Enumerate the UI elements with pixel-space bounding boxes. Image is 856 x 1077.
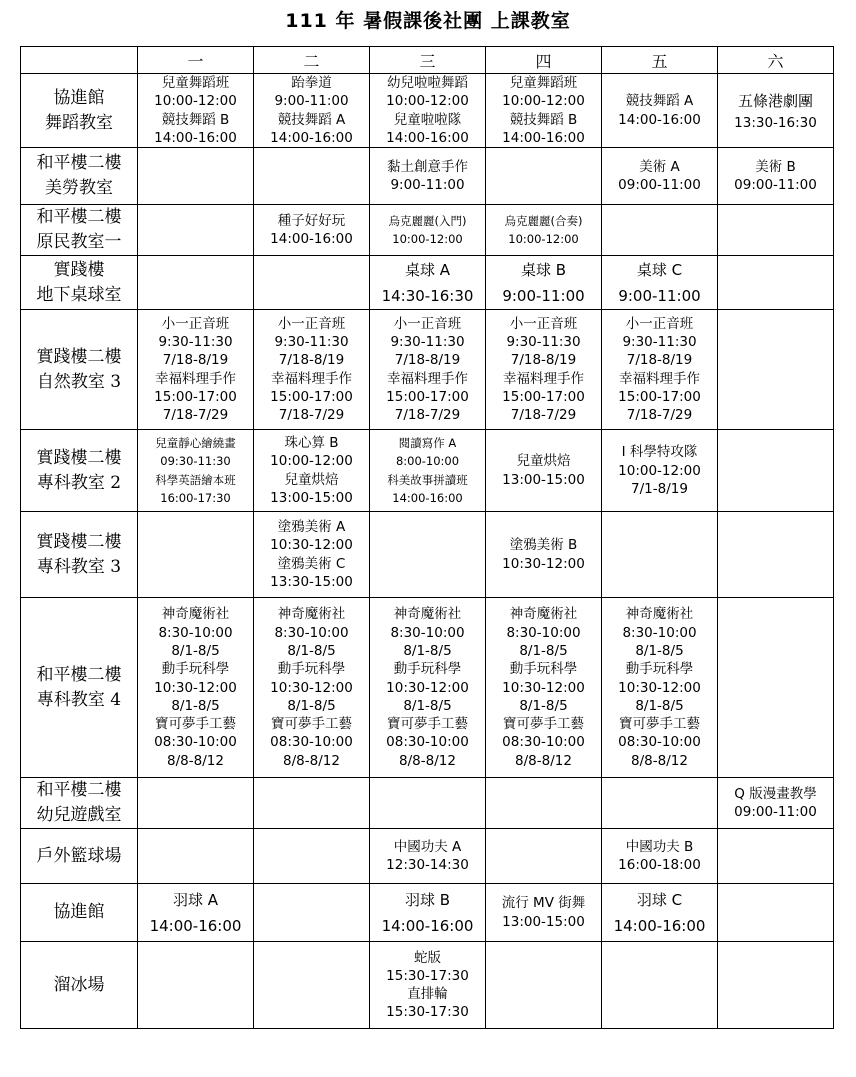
- cell-line: 中國功夫 B: [625, 838, 694, 855]
- schedule-cell: [370, 310, 486, 430]
- cell-line: 15:30-17:30: [386, 1004, 469, 1021]
- schedule-cell: [138, 310, 254, 430]
- table-row: [21, 430, 834, 512]
- day-header: 三: [370, 47, 486, 74]
- cell-line: 09:00-11:00: [734, 804, 817, 821]
- cell-line: 12:30-14:30: [386, 857, 469, 874]
- cell-line: 14:00-16:00: [149, 916, 242, 935]
- cell-line: 桌球 C: [636, 260, 683, 279]
- schedule-cell: [602, 778, 718, 829]
- room-label: 實踐樓二樓 自然教室 3: [21, 310, 138, 430]
- cell-line: 8:30-10:00: [390, 624, 465, 641]
- schedule-cell: [370, 942, 486, 1029]
- schedule-cell: [602, 310, 718, 430]
- schedule-cell: [486, 512, 602, 598]
- cell-line: 兒童靜心繪繞畫: [155, 436, 236, 451]
- day-header: 五: [602, 47, 718, 74]
- schedule-cell: [718, 598, 834, 778]
- schedule-cell: [602, 598, 718, 778]
- cell-line: 兒童烘焙: [516, 453, 571, 470]
- table-row: [21, 256, 834, 310]
- corner-cell: [21, 47, 138, 74]
- schedule-cell: [486, 942, 602, 1029]
- cell-line: 10:30-12:00: [270, 679, 353, 696]
- cell-line: 幸福料理手作: [271, 370, 352, 387]
- cell-line: 科學英語繪本班: [155, 472, 236, 487]
- cell-line: 兒童舞蹈班: [161, 75, 230, 91]
- cell-line: 10:00-12:00: [386, 93, 469, 110]
- cell-line: 09:30-11:30: [160, 454, 231, 469]
- schedule-cell: [602, 884, 718, 942]
- day-header: 一: [138, 47, 254, 74]
- schedule-cell: [370, 598, 486, 778]
- schedule-cell: [138, 884, 254, 942]
- cell-line: 8/8-8/12: [167, 752, 224, 769]
- cell-line: 動手玩科學: [509, 661, 578, 678]
- cell-line: 9:30-11:30: [622, 334, 697, 351]
- schedule-cell: [370, 430, 486, 512]
- cell-line: 08:30-10:00: [386, 734, 469, 751]
- cell-line: 羽球 C: [636, 890, 683, 909]
- schedule-cell: [486, 148, 602, 205]
- schedule-cell: [138, 148, 254, 205]
- schedule-cell: [718, 512, 834, 598]
- table-row: [21, 778, 834, 829]
- schedule-cell: [718, 829, 834, 884]
- cell-line: 競技舞蹈 A: [625, 93, 694, 110]
- table-row: [21, 598, 834, 778]
- cell-line: 14:00-16:00: [381, 916, 474, 935]
- cell-line: 寶可夢手工藝: [503, 716, 584, 733]
- schedule-cell: [486, 430, 602, 512]
- cell-line: 美術 B: [755, 158, 796, 175]
- schedule-cell: [486, 884, 602, 942]
- schedule-cell: [718, 148, 834, 205]
- schedule-cell: [718, 256, 834, 310]
- table-row: [21, 74, 834, 148]
- cell-line: 14:30-16:30: [381, 286, 474, 305]
- cell-line: 幸福料理手作: [619, 370, 700, 387]
- schedule-cell: [370, 148, 486, 205]
- schedule-cell: [254, 598, 370, 778]
- cell-line: 桌球 B: [520, 260, 567, 279]
- room-label: 實踐樓 地下桌球室: [21, 256, 138, 310]
- cell-line: 9:30-11:30: [158, 334, 233, 351]
- cell-line: 8/1-8/5: [287, 697, 336, 714]
- schedule-cell: [486, 205, 602, 256]
- schedule-cell: [370, 512, 486, 598]
- cell-line: 15:00-17:00: [618, 388, 701, 405]
- schedule-cell: [254, 205, 370, 256]
- cell-line: 7/18-8/19: [394, 352, 461, 369]
- cell-line: 7/18-7/29: [278, 407, 345, 424]
- cell-line: 15:00-17:00: [386, 388, 469, 405]
- cell-line: 10:30-12:00: [386, 679, 469, 696]
- cell-line: 8:00-10:00: [395, 454, 460, 469]
- cell-line: 烏克麗麗(合奏): [504, 213, 583, 228]
- cell-line: 競技舞蹈 A: [277, 111, 346, 128]
- schedule-cell: [718, 430, 834, 512]
- schedule-cell: [138, 829, 254, 884]
- room-label: 溜冰場: [21, 942, 138, 1029]
- schedule-cell: [138, 256, 254, 310]
- room-label: 實踐樓二樓 專科教室 3: [21, 512, 138, 598]
- schedule-cell: [138, 512, 254, 598]
- cell-line: 14:00-16:00: [386, 129, 469, 146]
- cell-line: 8/8-8/12: [631, 752, 688, 769]
- schedule-cell: [254, 884, 370, 942]
- cell-line: 09:00-11:00: [734, 177, 817, 194]
- cell-line: 小一正音班: [161, 315, 230, 332]
- cell-line: 8/1-8/5: [403, 642, 452, 659]
- cell-line: 幸福料理手作: [155, 370, 236, 387]
- room-label: 協進館 舞蹈教室: [21, 74, 138, 148]
- schedule-cell: [718, 205, 834, 256]
- schedule-cell: [602, 942, 718, 1029]
- cell-line: 8/8-8/12: [399, 752, 456, 769]
- cell-line: 跆拳道: [291, 75, 332, 91]
- cell-line: 幸福料理手作: [503, 370, 584, 387]
- cell-line: 14:00-16:00: [154, 129, 237, 146]
- cell-line: 羽球 A: [172, 890, 219, 909]
- schedule-cell: [138, 598, 254, 778]
- cell-line: 14:00-16:00: [392, 490, 463, 505]
- schedule-table: [20, 46, 834, 1029]
- schedule-cell: [718, 884, 834, 942]
- schedule-cell: [254, 430, 370, 512]
- cell-line: 黏土創意手作: [387, 158, 468, 175]
- schedule-cell: [370, 778, 486, 829]
- page-title: 111 年 暑假課後社團 上課教室: [285, 10, 571, 32]
- cell-line: 14:00-16:00: [270, 231, 353, 248]
- cell-line: 羽球 B: [404, 890, 451, 909]
- cell-line: 8:30-10:00: [506, 624, 581, 641]
- cell-line: 神奇魔術社: [393, 606, 462, 623]
- cell-line: 神奇魔術社: [509, 606, 578, 623]
- room-label: 和平樓二樓 美勞教室: [21, 148, 138, 205]
- cell-line: 10:00-12:00: [502, 93, 585, 110]
- cell-line: 8/1-8/5: [171, 697, 220, 714]
- cell-line: 神奇魔術社: [161, 606, 230, 623]
- cell-line: 競技舞蹈 B: [161, 111, 230, 128]
- table-row: [21, 512, 834, 598]
- table-row: [21, 884, 834, 942]
- cell-line: 小一正音班: [277, 315, 346, 332]
- schedule-cell: [486, 778, 602, 829]
- cell-line: 小一正音班: [509, 315, 578, 332]
- cell-line: 幸福料理手作: [387, 370, 468, 387]
- cell-line: 10:00-12:00: [270, 453, 353, 470]
- schedule-cell: [602, 829, 718, 884]
- cell-line: 兒童舞蹈班: [509, 75, 578, 91]
- cell-line: 08:30-10:00: [154, 734, 237, 751]
- cell-line: 神奇魔術社: [625, 606, 694, 623]
- cell-line: 8/8-8/12: [283, 752, 340, 769]
- cell-line: 14:00-16:00: [502, 129, 585, 146]
- cell-line: 動手玩科學: [277, 661, 346, 678]
- cell-line: 閱讀寫作 A: [398, 436, 457, 451]
- table-row: [21, 310, 834, 430]
- cell-line: 14:00-16:00: [618, 111, 701, 128]
- schedule-cell: [254, 512, 370, 598]
- table-row: [21, 942, 834, 1029]
- cell-line: 13:00-15:00: [502, 471, 585, 488]
- cell-line: 塗鴉美術 B: [509, 537, 578, 554]
- room-label: 和平樓二樓 幼兒遊戲室: [21, 778, 138, 829]
- table-row: [21, 829, 834, 884]
- cell-line: 桌球 A: [404, 260, 451, 279]
- day-header-row: [21, 47, 834, 74]
- cell-line: 8:30-10:00: [622, 624, 697, 641]
- schedule-cell: [370, 884, 486, 942]
- cell-line: 15:00-17:00: [502, 388, 585, 405]
- cell-line: 7/18-8/19: [626, 352, 693, 369]
- cell-line: I 科學特攻隊: [621, 444, 698, 461]
- cell-line: 8/1-8/5: [519, 642, 568, 659]
- cell-line: 7/18-7/29: [162, 407, 229, 424]
- cell-line: 10:00-12:00: [618, 462, 701, 479]
- table-row: [21, 148, 834, 205]
- cell-line: 寶可夢手工藝: [155, 716, 236, 733]
- cell-line: 7/18-7/29: [510, 407, 577, 424]
- cell-line: 10:00-12:00: [154, 93, 237, 110]
- room-label: 協進館: [21, 884, 138, 942]
- cell-line: 09:00-11:00: [618, 177, 701, 194]
- schedule-cell: [602, 205, 718, 256]
- cell-line: 小一正音班: [393, 315, 462, 332]
- cell-line: 塗鴉美術 A: [277, 519, 346, 536]
- schedule-cell: [138, 778, 254, 829]
- cell-line: 10:30-12:00: [270, 537, 353, 554]
- cell-line: 9:00-11:00: [274, 93, 349, 110]
- schedule-cell: [718, 74, 834, 148]
- cell-line: 小一正音班: [625, 315, 694, 332]
- room-label: 和平樓二樓 專科教室 4: [21, 598, 138, 778]
- schedule-cell: [254, 256, 370, 310]
- cell-line: 塗鴉美術 C: [277, 555, 346, 572]
- cell-line: 直排輪: [407, 986, 448, 1003]
- cell-line: 7/18-8/19: [162, 352, 229, 369]
- cell-line: 8/1-8/5: [287, 642, 336, 659]
- cell-line: 9:00-11:00: [502, 286, 585, 305]
- cell-line: 9:30-11:30: [274, 334, 349, 351]
- cell-line: 8/1-8/5: [635, 642, 684, 659]
- schedule-cell: [486, 74, 602, 148]
- schedule-cell: [254, 148, 370, 205]
- day-header: 六: [718, 47, 834, 74]
- schedule-cell: [486, 256, 602, 310]
- room-label: 實踐樓二樓 專科教室 2: [21, 430, 138, 512]
- schedule-cell: [718, 942, 834, 1029]
- schedule-body: [21, 74, 834, 1029]
- schedule-cell: [718, 310, 834, 430]
- cell-line: 9:30-11:30: [390, 334, 465, 351]
- cell-line: 動手玩科學: [161, 661, 230, 678]
- cell-line: 珠心算 B: [284, 435, 339, 452]
- cell-line: 7/18-7/29: [394, 407, 461, 424]
- schedule-cell: [486, 598, 602, 778]
- cell-line: 8/1-8/5: [519, 697, 568, 714]
- cell-line: 15:30-17:30: [386, 967, 469, 984]
- cell-line: 7/18-8/19: [510, 352, 577, 369]
- schedule-cell: [602, 512, 718, 598]
- schedule-cell: [486, 310, 602, 430]
- cell-line: 種子好好玩: [277, 212, 346, 229]
- cell-line: 動手玩科學: [625, 661, 694, 678]
- schedule-cell: [602, 74, 718, 148]
- cell-line: 動手玩科學: [393, 661, 462, 678]
- cell-line: 神奇魔術社: [277, 606, 346, 623]
- schedule-cell: [254, 942, 370, 1029]
- room-label: 和平樓二樓 原民教室一: [21, 205, 138, 256]
- cell-line: 10:30-12:00: [502, 555, 585, 572]
- cell-line: 幼兒啦啦舞蹈: [387, 75, 468, 91]
- cell-line: 10:00-12:00: [508, 232, 579, 247]
- cell-line: 13:30-16:30: [734, 115, 817, 132]
- table-row: [21, 205, 834, 256]
- cell-line: 08:30-10:00: [618, 734, 701, 751]
- room-label: 戶外籃球場: [21, 829, 138, 884]
- cell-line: 寶可夢手工藝: [387, 716, 468, 733]
- cell-line: Q 版漫畫教學: [734, 785, 817, 802]
- schedule-cell: [254, 74, 370, 148]
- schedule-cell: [138, 74, 254, 148]
- cell-line: 8/8-8/12: [515, 752, 572, 769]
- cell-line: 14:00-16:00: [613, 916, 706, 935]
- cell-line: 16:00-17:30: [160, 490, 231, 505]
- day-header: 二: [254, 47, 370, 74]
- cell-line: 13:30-15:00: [270, 573, 353, 590]
- cell-line: 寶可夢手工藝: [619, 716, 700, 733]
- schedule-cell: [602, 430, 718, 512]
- cell-line: 7/18-7/29: [626, 407, 693, 424]
- cell-line: 15:00-17:00: [154, 388, 237, 405]
- cell-line: 兒童烘焙: [284, 471, 339, 488]
- cell-line: 烏克麗麗(入門): [388, 213, 467, 228]
- cell-line: 科美故事拼讀班: [387, 472, 468, 487]
- cell-line: 9:00-11:00: [618, 286, 701, 305]
- schedule-cell: [138, 205, 254, 256]
- cell-line: 13:00-15:00: [270, 489, 353, 506]
- schedule-cell: [370, 205, 486, 256]
- cell-line: 競技舞蹈 B: [509, 111, 578, 128]
- cell-line: 10:00-12:00: [392, 232, 463, 247]
- schedule-cell: [138, 430, 254, 512]
- cell-line: 9:00-11:00: [390, 177, 465, 194]
- schedule-cell: [486, 829, 602, 884]
- cell-line: 9:30-11:30: [506, 334, 581, 351]
- cell-line: 16:00-18:00: [618, 857, 701, 874]
- schedule-cell: [254, 829, 370, 884]
- cell-line: 14:00-16:00: [270, 129, 353, 146]
- cell-line: 寶可夢手工藝: [271, 716, 352, 733]
- cell-line: 10:30-12:00: [618, 679, 701, 696]
- cell-line: 10:30-12:00: [502, 679, 585, 696]
- cell-line: 美術 A: [639, 158, 680, 175]
- schedule-cell: [602, 256, 718, 310]
- cell-line: 蛇版: [414, 949, 441, 966]
- cell-line: 15:00-17:00: [270, 388, 353, 405]
- cell-line: 中國功夫 A: [393, 838, 462, 855]
- schedule-cell: [254, 778, 370, 829]
- schedule-cell: [370, 829, 486, 884]
- cell-line: 13:00-15:00: [502, 913, 585, 930]
- schedule-cell: [602, 148, 718, 205]
- cell-line: 7/18-8/19: [278, 352, 345, 369]
- day-header: 四: [486, 47, 602, 74]
- cell-line: 08:30-10:00: [502, 734, 585, 751]
- cell-line: 8/1-8/5: [171, 642, 220, 659]
- cell-line: 8/1-8/5: [403, 697, 452, 714]
- cell-line: 08:30-10:00: [270, 734, 353, 751]
- schedule-cell: [370, 74, 486, 148]
- schedule-cell: [370, 256, 486, 310]
- cell-line: 8:30-10:00: [274, 624, 349, 641]
- cell-line: 8:30-10:00: [158, 624, 233, 641]
- cell-line: 10:30-12:00: [154, 679, 237, 696]
- cell-line: 五條港劇團: [737, 92, 813, 111]
- cell-line: 8/1-8/5: [635, 697, 684, 714]
- cell-line: 7/1-8/19: [631, 480, 688, 497]
- schedule-cell: [254, 310, 370, 430]
- schedule-cell: [138, 942, 254, 1029]
- schedule-cell: [718, 778, 834, 829]
- cell-line: 兒童啦啦隊: [393, 111, 462, 128]
- cell-line: 流行 MV 街舞: [501, 895, 586, 912]
